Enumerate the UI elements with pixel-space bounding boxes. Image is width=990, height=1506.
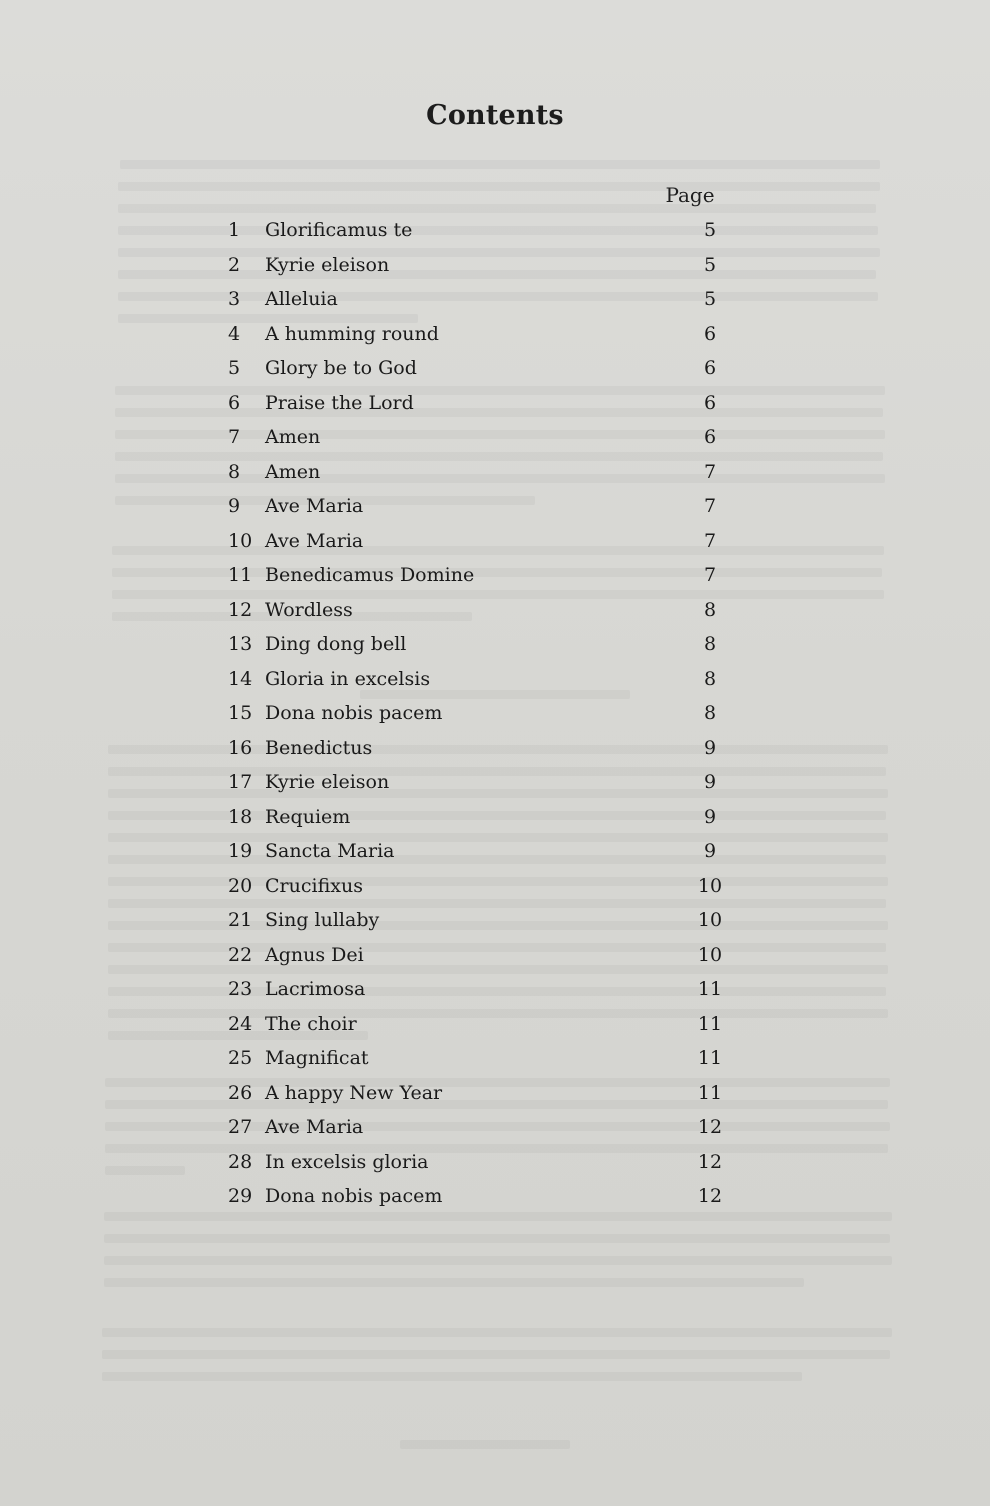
entry-title: Ave Maria (265, 495, 364, 517)
toc-entry (228, 664, 728, 699)
entry-page: 6 (703, 391, 717, 414)
entry-number: 21 (228, 909, 253, 931)
entry-page: 5 (703, 219, 717, 241)
toc-entry (228, 560, 728, 595)
entry-number: 15 (228, 702, 253, 724)
entry-page: 10 (697, 943, 723, 966)
entry-title: The choir (265, 1012, 357, 1035)
entry-page: 8 (703, 633, 717, 655)
entry-page: 10 (697, 874, 723, 897)
toc-entry (228, 629, 728, 664)
toc-entry (228, 422, 728, 457)
entry-page: 8 (703, 598, 717, 621)
page-title: Contents (426, 100, 564, 131)
entry-page: 11 (697, 1012, 723, 1035)
table-of-contents (228, 215, 728, 1216)
entry-page: 8 (703, 667, 717, 690)
entry-number: 12 (228, 598, 253, 621)
toc-entry (228, 595, 728, 630)
entry-page: 12 (697, 1116, 723, 1138)
entry-number: 23 (228, 978, 253, 1000)
entry-title: Ding dong bell (265, 633, 407, 655)
entry-number: 22 (228, 943, 253, 966)
toc-entry (228, 250, 728, 285)
toc-entry (228, 802, 728, 837)
entry-title: Magnificat (265, 1047, 369, 1069)
toc-entry (228, 698, 728, 733)
entry-number: 9 (228, 495, 241, 517)
entry-number: 24 (228, 1012, 253, 1035)
entry-number: 8 (228, 460, 241, 483)
entry-page: 9 (703, 840, 717, 862)
toc-entry (228, 1009, 728, 1044)
page-column-heading: Page (665, 183, 715, 207)
entry-number: 5 (228, 357, 241, 379)
entry-title: Gloria in excelsis (265, 667, 431, 690)
toc-entry (228, 974, 728, 1009)
entry-number: 7 (228, 426, 241, 448)
entry-number: 29 (228, 1185, 253, 1207)
toc-entry (228, 491, 728, 526)
entry-title: Dona nobis pacem (265, 1185, 443, 1207)
entry-page: 9 (703, 771, 717, 793)
entry-number: 14 (228, 667, 253, 690)
entry-title: Ave Maria (265, 529, 364, 552)
entry-number: 16 (228, 736, 253, 759)
toc-entry (228, 871, 728, 906)
entry-title: Wordless (265, 598, 353, 621)
toc-entry (228, 526, 728, 561)
entry-page: 11 (697, 1081, 723, 1104)
toc-entry (228, 1078, 728, 1113)
entry-number: 11 (228, 564, 253, 586)
entry-title: Lacrimosa (265, 978, 366, 1000)
entry-title: A happy New Year (265, 1081, 443, 1104)
entry-number: 28 (228, 1150, 253, 1173)
toc-entry (228, 1147, 728, 1182)
entry-title: Ave Maria (265, 1116, 364, 1138)
toc-entry (228, 284, 728, 319)
toc-entry (228, 940, 728, 975)
entry-number: 17 (228, 771, 253, 793)
entry-title: Alleluia (265, 288, 338, 310)
toc-entry (228, 905, 728, 940)
entry-title: Amen (265, 426, 321, 448)
entry-page: 12 (697, 1150, 723, 1173)
toc-entry (228, 457, 728, 492)
entry-title: Dona nobis pacem (265, 702, 443, 724)
toc-entry (228, 319, 728, 354)
entry-page: 5 (703, 253, 717, 276)
toc-entry (228, 836, 728, 871)
entry-number: 3 (228, 288, 241, 310)
entry-page: 8 (703, 702, 717, 724)
entry-number: 25 (228, 1047, 253, 1069)
entry-page: 9 (703, 805, 717, 828)
toc-entry (228, 1181, 728, 1216)
toc-entry (228, 353, 728, 388)
entry-title: Sancta Maria (265, 840, 395, 862)
entry-title: Amen (265, 460, 321, 483)
entry-page: 9 (703, 736, 717, 759)
entry-page: 5 (703, 288, 717, 310)
entry-title: In excelsis gloria (265, 1150, 429, 1173)
toc-entry (228, 767, 728, 802)
entry-page: 10 (697, 909, 723, 931)
entry-title: Agnus Dei (265, 943, 364, 966)
entry-title: Benedictus (265, 736, 373, 759)
entry-title: A humming round (265, 322, 439, 345)
toc-entry (228, 388, 728, 423)
entry-title: Crucifixus (265, 874, 363, 897)
entry-title: Kyrie eleison (265, 771, 390, 793)
entry-page: 7 (703, 460, 717, 483)
entry-number: 10 (228, 529, 253, 552)
entry-title: Praise the Lord (265, 391, 414, 414)
entry-number: 4 (228, 322, 241, 345)
toc-entry (228, 733, 728, 768)
entry-page: 6 (703, 426, 717, 448)
entry-title: Benedicamus Domine (265, 564, 475, 586)
entry-number: 1 (228, 219, 241, 241)
entry-number: 20 (228, 874, 253, 897)
entry-page: 11 (697, 978, 723, 1000)
entry-page: 12 (697, 1185, 723, 1207)
entry-number: 2 (228, 253, 241, 276)
entry-title: Glory be to God (265, 357, 417, 379)
entry-title: Kyrie eleison (265, 253, 390, 276)
entry-number: 13 (228, 633, 253, 655)
entry-page: 7 (703, 495, 717, 517)
entry-title: Glorificamus te (265, 219, 413, 241)
entry-number: 19 (228, 840, 253, 862)
entry-page: 7 (703, 529, 717, 552)
toc-entry (228, 1043, 728, 1078)
entry-page: 6 (703, 322, 717, 345)
entry-page: 11 (697, 1047, 723, 1069)
entry-page: 6 (703, 357, 717, 379)
entry-number: 27 (228, 1116, 253, 1138)
entry-number: 6 (228, 391, 241, 414)
entry-number: 18 (228, 805, 253, 828)
entry-number: 26 (228, 1081, 253, 1104)
entry-title: Requiem (265, 805, 351, 828)
toc-entry (228, 1112, 728, 1147)
toc-entry (228, 215, 728, 250)
entry-title: Sing lullaby (265, 909, 380, 931)
entry-page: 7 (703, 564, 717, 586)
